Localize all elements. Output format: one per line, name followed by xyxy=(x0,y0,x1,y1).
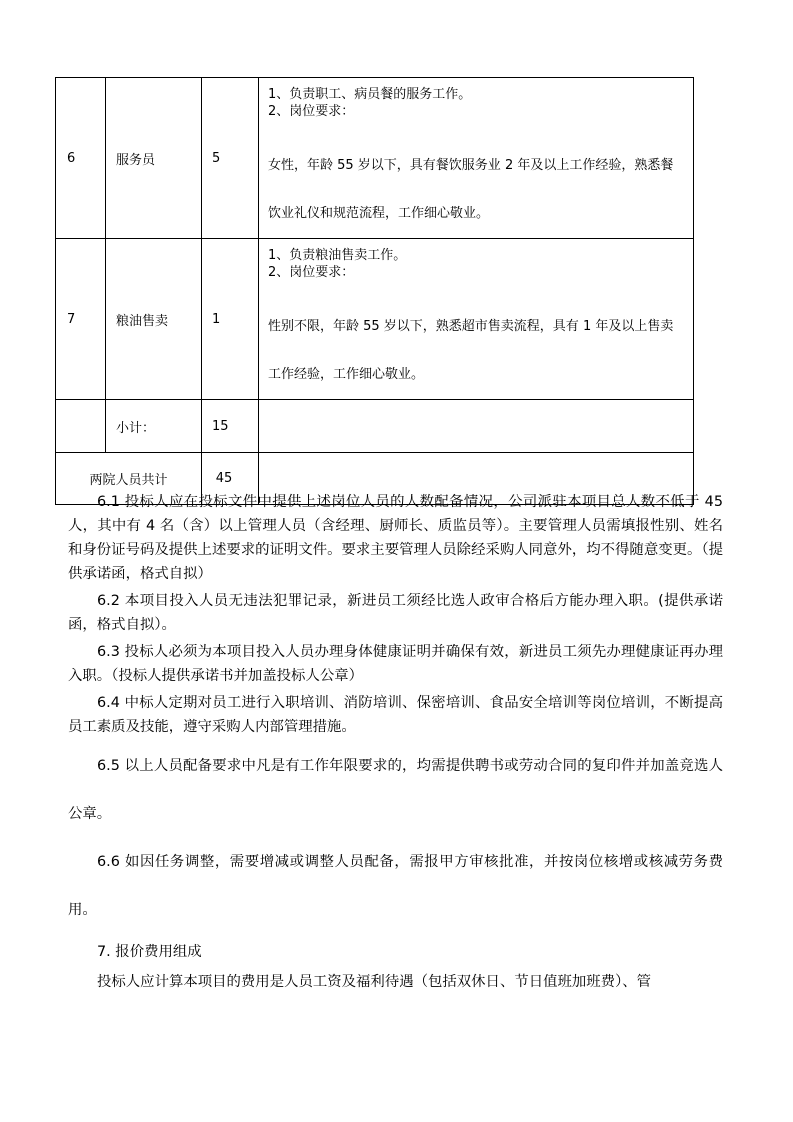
duty-line-1: 1、负责职工、病员餐的服务工作。 xyxy=(268,87,472,102)
paragraph-7: 投标人应计算本项目的费用是人员工资及福利待遇（包括双休日、节日值班加班费）、管 xyxy=(97,974,652,990)
subtotal-row xyxy=(56,400,694,453)
duty-requirement: 性别不限，年龄 55 岁以下，熟悉超市售卖流程，具有 1 年及以上售卖工作经验，工作细心敬业。 xyxy=(268,319,674,382)
empty-cell xyxy=(259,400,694,453)
paragraph-6-3: 6.3 投标人必须为本项目投入人员办理身体健康证明并确保有效，新进员工须先办理健康证再办理入职。（投标人提供承诺书并加盖投标人公章） xyxy=(68,644,723,684)
duty-cell xyxy=(259,78,694,239)
role-name: 粮油售卖 xyxy=(106,239,202,400)
duty-line-1: 1、负责粮油售卖工作。 xyxy=(268,248,407,263)
empty-cell xyxy=(56,400,106,453)
total-value: 45 xyxy=(202,453,259,505)
paragraph-6-6: 6.6 如因任务调整，需要增减或调整人员配备，需报甲方审核批准，并按岗位核增或核减劳务费用。 xyxy=(68,854,723,918)
paragraph-6-2: 6.2 本项目投入人员无违法犯罪记录，新进员工须经比选人政审合格后方能办理入职。(提供承诺函，格式自拟）。 xyxy=(68,593,723,633)
subtotal-value: 15 xyxy=(202,400,259,453)
paragraph-6-4: 6.4 中标人定期对员工进行入职培训、消防培训、保密培训、食品安全培训等岗位培训，不断提高员工素质及技能，遵守采购人内部管理措施。 xyxy=(68,695,723,735)
duty-line-2: 2、岗位要求： xyxy=(268,104,355,119)
duty-line-2: 2、岗位要求： xyxy=(268,265,355,280)
paragraph-6-5: 6.5 以上人员配备要求中凡是有工作年限要求的，均需提供聘书或劳动合同的复印件并加盖竞选人公章。 xyxy=(68,758,723,822)
total-label: 两院人员共计 xyxy=(56,453,202,505)
document-body xyxy=(68,490,723,994)
paragraph-6-1: 6.1 投标人应在投标文件中提供上述岗位人员的人数配备情况，公司派驻本项目总人数不低于 45 人，其中有 4 名（含）以上管理人员（含经理、厨师长、质监员等）。主要管理人员需填报性别、姓名和身份证号码及提供上述要求的证明文件。要求主要管理人员除经采购人同意外，均不得随意变更。（提供承诺函，格式自拟） xyxy=(68,494,723,582)
table-row xyxy=(56,78,694,239)
duty-cell xyxy=(259,239,694,400)
headcount: 5 xyxy=(202,78,259,239)
section-heading-7: 7. 报价费用组成 xyxy=(97,944,202,960)
subtotal-label: 小计： xyxy=(106,400,202,453)
row-number: 6 xyxy=(56,78,106,239)
role-name: 服务员 xyxy=(106,78,202,239)
row-number: 7 xyxy=(56,239,106,400)
table-row xyxy=(56,239,694,400)
headcount: 1 xyxy=(202,239,259,400)
duty-requirement: 女性，年龄 55 岁以下，具有餐饮服务业 2 年及以上工作经验，熟悉餐饮业礼仪和规范流程，工作细心敬业。 xyxy=(268,158,674,221)
staffing-table xyxy=(55,77,694,505)
